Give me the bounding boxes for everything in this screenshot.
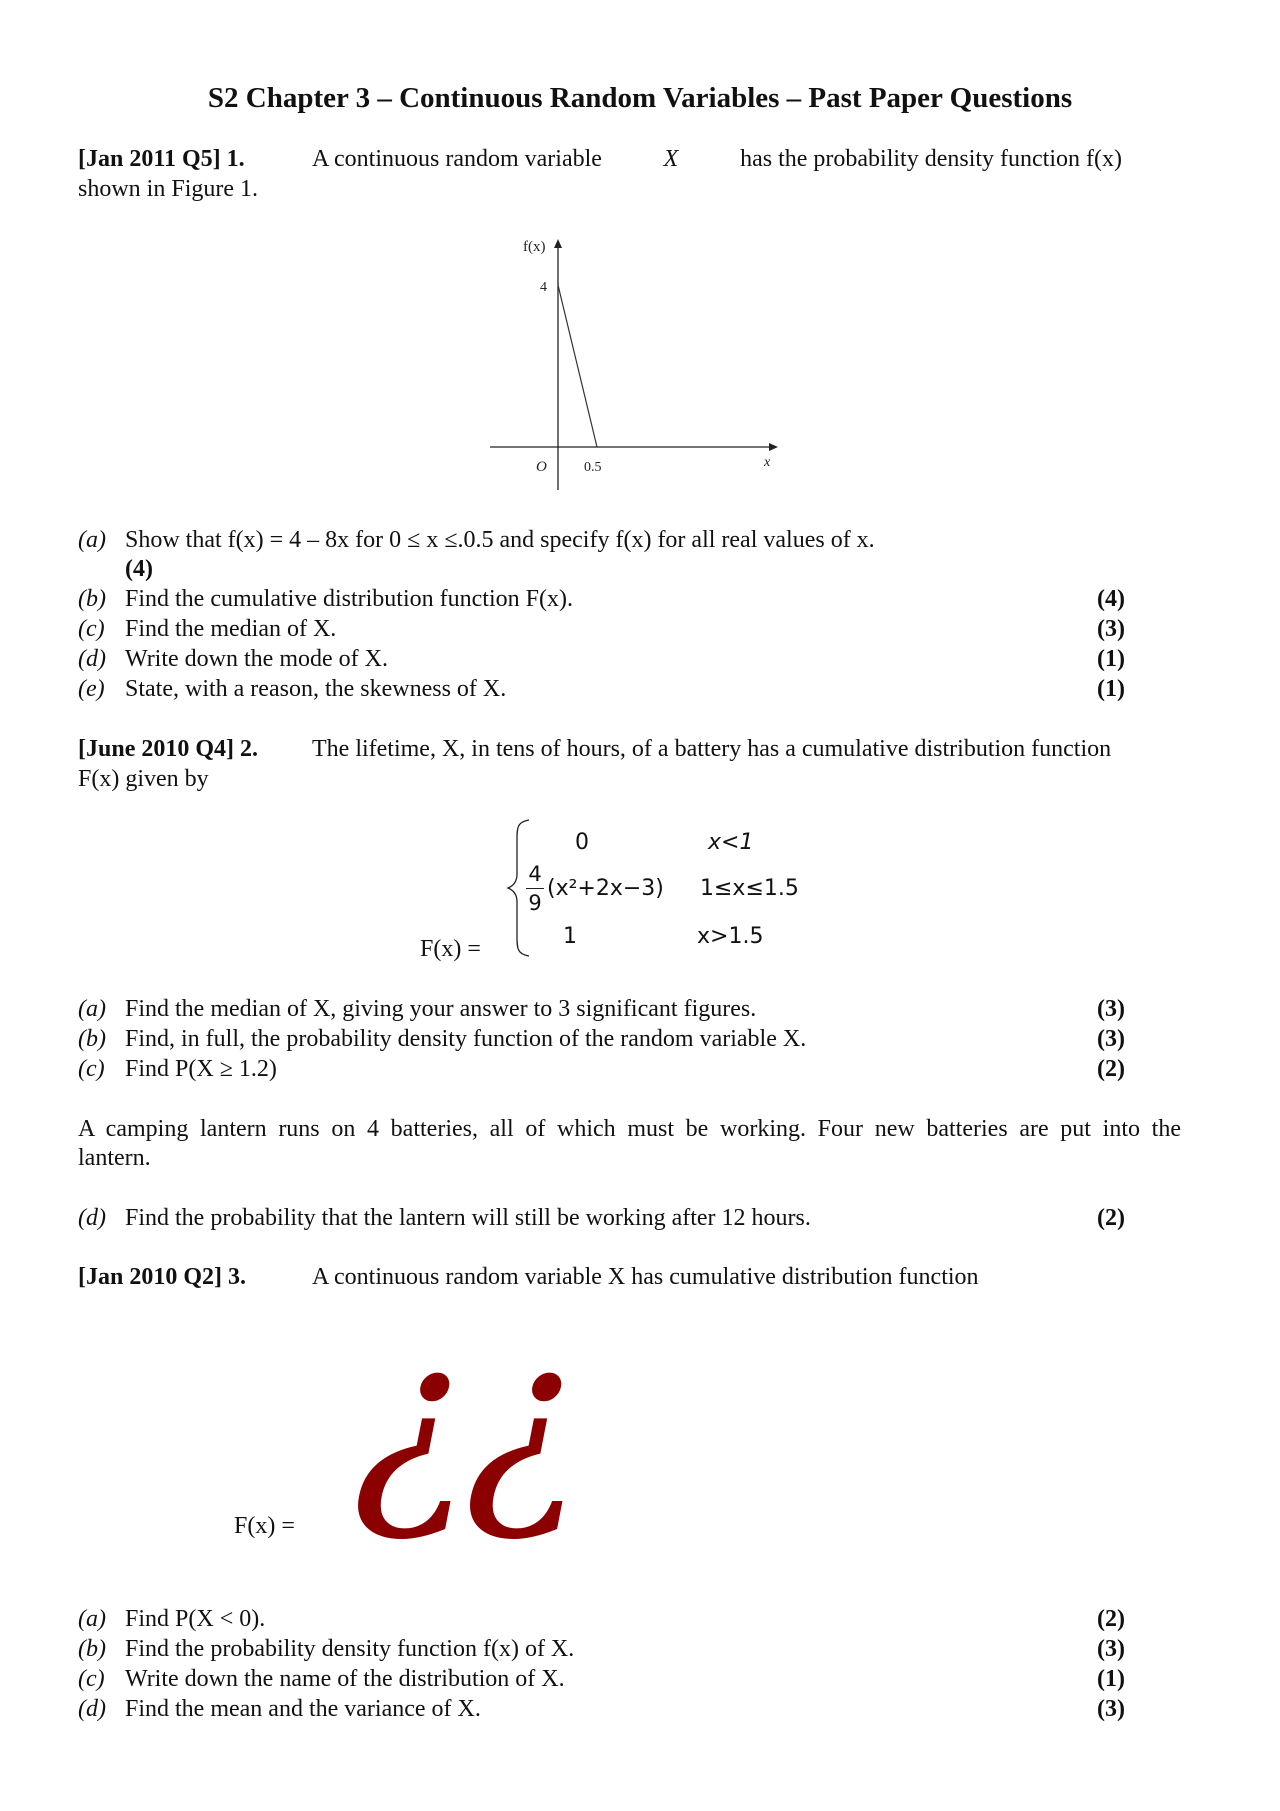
- q1e-text: State, with a reason, the skewness of X.: [125, 676, 507, 702]
- q2-fx-label: F(x) =: [420, 936, 481, 962]
- q2-case3-expr: 1: [563, 924, 577, 949]
- q2-case2-numerator: 4: [528, 862, 542, 886]
- q1c-marks: (3): [1097, 616, 1125, 642]
- q1d-label: (d): [78, 646, 106, 672]
- q2-intro: The lifetime, X, in tens of hours, of a battery has a cumulative distribution function: [312, 736, 1112, 762]
- q2b-label: (b): [78, 1026, 106, 1052]
- q2c-text: Find P(X ≥ 1.2): [125, 1056, 277, 1082]
- q1b-label: (b): [78, 586, 106, 612]
- q1b-marks: (4): [1097, 586, 1125, 612]
- y-axis-arrow-icon: [554, 239, 562, 248]
- q3d-marks: (3): [1097, 1696, 1125, 1722]
- q3d-label: (d): [78, 1696, 106, 1722]
- page-title: S2 Chapter 3 – Continuous Random Variables – Past Paper Questions: [207, 82, 1073, 114]
- q3c-marks: (1): [1097, 1666, 1125, 1692]
- q2-case3-cond: x>1.5: [697, 924, 764, 949]
- q2-case2-denominator: 9: [528, 891, 542, 915]
- q1-intro: [312, 146, 1122, 173]
- q1-density-graph: [480, 235, 790, 495]
- graph-y-tick-4: 4: [540, 280, 547, 295]
- q1e-label: (e): [78, 676, 105, 702]
- q1a-label: (a): [78, 527, 106, 553]
- q3-reference: [Jan 2010 Q2] 3.: [78, 1264, 246, 1290]
- graph-origin-label: O: [536, 459, 547, 475]
- q2b-text: Find, in full, the probability density function of the random variable X.: [125, 1026, 807, 1052]
- q2c-label: (c): [78, 1056, 105, 1082]
- q3a-marks: (2): [1097, 1606, 1125, 1632]
- graph-x-tick-0.5: 0.5: [584, 460, 602, 475]
- density-line: [558, 285, 597, 447]
- q1d-text: Write down the mode of X.: [125, 646, 388, 672]
- q2b-marks: (3): [1097, 1026, 1125, 1052]
- q1-reference: [Jan 2011 Q5] 1.: [78, 146, 245, 172]
- q2d-text: Find the probability that the lantern will still be working after 12 hours.: [125, 1205, 811, 1231]
- q3a-text: Find P(X < 0).: [125, 1606, 266, 1632]
- q3b-marks: (3): [1097, 1636, 1125, 1662]
- q1a-text: Show that f(x) = 4 – 8x for 0 ≤ x ≤.0.5 and specify f(x) for all real values of x.: [125, 527, 875, 553]
- q2-intro-line2: F(x) given by: [78, 766, 209, 792]
- q1-intro-line2: shown in Figure 1.: [78, 176, 258, 202]
- q2c-marks: (2): [1097, 1056, 1125, 1082]
- q1e-marks: (1): [1097, 676, 1125, 702]
- q2d-label: (d): [78, 1205, 106, 1231]
- q2a-label: (a): [78, 996, 106, 1022]
- q1b-text: Find the cumulative distribution function F(x).: [125, 586, 573, 612]
- q1a-marks: (4): [125, 556, 153, 582]
- q1-intro-start: A continuous random variable: [312, 146, 602, 172]
- q3c-text: Write down the name of the distribution of X.: [125, 1666, 565, 1692]
- q2-lantern-text: A camping lantern runs on 4 batteries, all of which must be working. Four new batteries are put into the: [78, 1116, 1181, 1142]
- q2a-text: Find the median of X, giving your answer to 3 significant figures.: [125, 996, 757, 1022]
- graph-y-label: f(x): [523, 239, 546, 255]
- q1c-text: Find the median of X.: [125, 616, 337, 642]
- q2-case2-expr: (x²+2x−3): [547, 876, 664, 901]
- q1d-marks: (1): [1097, 646, 1125, 672]
- q2a-marks: (3): [1097, 996, 1125, 1022]
- q3b-text: Find the probability density function f(x) of X.: [125, 1636, 575, 1662]
- q2-case2-fraction-bar: [526, 888, 544, 889]
- q2-lantern-text-line2: lantern.: [78, 1145, 151, 1171]
- q3a-label: (a): [78, 1606, 106, 1632]
- q2-case1-expr: 0: [575, 830, 589, 855]
- q1-intro-variable: X: [663, 146, 679, 172]
- q1-intro-density: has the probability density function f(x): [740, 146, 1122, 172]
- q2d-marks: (2): [1097, 1205, 1125, 1231]
- q1c-label: (c): [78, 616, 105, 642]
- q3c-label: (c): [78, 1666, 105, 1692]
- x-axis-arrow-icon: [769, 443, 778, 451]
- q2-reference: [June 2010 Q4] 2.: [78, 736, 258, 762]
- q2-case1-cond: x<1: [708, 830, 754, 855]
- q3b-label: (b): [78, 1636, 106, 1662]
- q3-missing-formula-glyph: ¿¿: [352, 1292, 576, 1548]
- graph-x-label: x: [764, 455, 771, 470]
- q3d-text: Find the mean and the variance of X.: [125, 1696, 481, 1722]
- q3-intro: A continuous random variable X has cumulative distribution function: [312, 1264, 979, 1290]
- q2-case2-cond: 1≤x≤1.5: [700, 876, 799, 901]
- q3-fx-label: F(x) =: [234, 1513, 295, 1539]
